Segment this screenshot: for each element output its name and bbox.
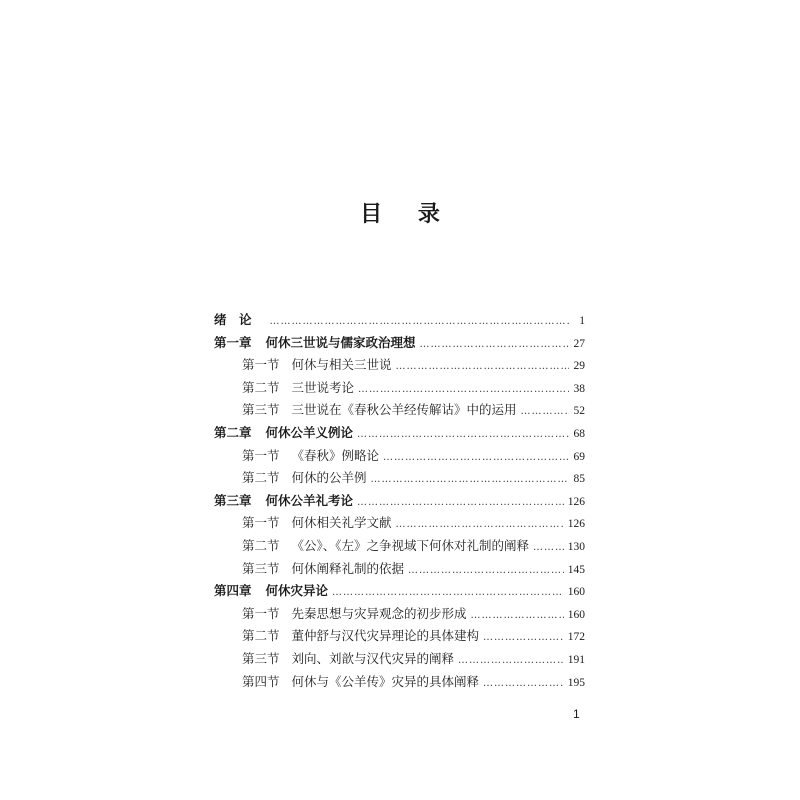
toc-entry-section [214,649,585,672]
toc-entry-label [242,649,454,667]
dot-leader [357,497,564,508]
toc-entry-section [214,626,585,649]
toc-entry-title: 三世说考论 [291,379,355,395]
toc-entry-chapter [214,423,585,446]
toc-entry-section [214,604,585,627]
toc-entry-number: 第二节 [242,470,280,486]
toc-entry-label [242,400,517,418]
toc-entry-number: 第三节 [242,560,280,576]
toc-entry-title: 先秦思想与灾异观念的初步形成 [291,605,467,621]
toc-entry-label [242,559,404,577]
toc-entry-title: 何休三世说与儒家政治理想 [265,334,416,350]
toc-entry-label [242,604,467,622]
toc-entry-title: 何休灾异论 [265,583,329,599]
dot-leader [533,542,564,553]
toc-entry-number: 第一节 [242,515,280,531]
toc-entry-section [214,355,585,378]
toc-entry-number: 第三章 [214,492,252,508]
toc-entry-title: 刘向、刘歆与汉代灾异的阐释 [291,650,455,666]
toc-entry-label [214,333,416,351]
toc-entry-page: 191 [567,653,585,666]
toc-entry-page: 126 [567,495,585,508]
toc-entry-label [242,378,354,396]
toc-entry-page: 38 [573,382,585,395]
toc-entry-page: 69 [573,450,585,463]
dot-leader [371,474,569,485]
toc-entry-title: 何休与相关三世说 [291,357,392,373]
toc-entry-title: 《公》、《左》之争视域下何休对礼制的阐释 [291,537,530,553]
toc-entry-page: 68 [573,427,585,440]
toc-entry-number: 第一节 [242,605,280,621]
toc-entry-title: 何休的公羊例 [291,470,367,486]
page-number: 1 [573,707,580,721]
dot-leader [358,384,569,395]
toc-entry-label [242,536,529,554]
toc-entry-number: 第四章 [214,583,252,599]
toc-entry-label [214,423,353,441]
toc-entry-page: 145 [567,563,585,576]
dot-leader [396,519,564,530]
toc-entry-section [214,446,585,469]
toc-entry-page: 52 [573,405,585,418]
toc-entry-label [242,513,392,531]
toc-entry-title: 何休相关礼学文献 [291,515,392,531]
dot-leader [270,316,569,327]
toc-entry-number: 第三节 [242,650,280,666]
toc-entry-chapter [214,491,585,514]
toc-entry-title: 何休与《公羊传》灾异的具体阐释 [291,673,480,689]
toc-entry-section [214,559,585,582]
toc-entry-number: 第一节 [242,447,280,463]
toc-entry-section [214,672,585,695]
page-title: 目 录 [360,201,454,227]
toc-entry-title: 《春秋》例略论 [291,447,380,463]
toc-entry-label [242,355,392,373]
toc-entry-title: 董仲舒与汉代灾异理论的具体建构 [291,628,480,644]
toc-entry-label [214,581,328,599]
dot-leader [332,587,564,598]
toc-entry-title: 何休公羊礼考论 [265,492,354,508]
toc-entry-number: 第四节 [242,673,280,689]
toc-entry-page: 85 [573,473,585,486]
toc-entry-title: 三世说在《春秋公羊经传解诂》中的运用 [291,402,517,418]
toc-entry-label [214,310,266,328]
toc-entry-title: 何休公羊义例论 [265,424,354,440]
toc-entry-title: 何休阐释礼制的依据 [291,560,405,576]
toc-entry-chapter [214,310,585,333]
toc-entry-section [214,536,585,559]
toc-entry-section [214,378,585,401]
toc-entry-label [242,468,367,486]
toc-entry-number: 第二节 [242,628,280,644]
dot-leader [383,452,569,463]
toc-entry-number: 第二节 [242,379,280,395]
table-of-contents [214,310,585,694]
toc-entry-label [242,672,479,690]
dot-leader [396,361,569,372]
toc-entry-section [214,513,585,536]
toc-entry-page: 160 [567,608,585,621]
dot-leader [471,610,564,621]
toc-entry-number: 第二节 [242,537,280,553]
dot-leader [521,406,569,417]
toc-entry-number: 第二章 [214,424,252,440]
toc-entry-page: 195 [567,676,585,689]
toc-entry-label [242,626,479,644]
toc-entry-page: 172 [567,631,585,644]
toc-entry-chapter [214,333,585,356]
toc-entry-label [214,491,353,509]
toc-entry-section [214,400,585,423]
dot-leader [408,565,564,576]
toc-entry-number: 第一节 [242,357,280,373]
toc-entry-page: 130 [567,540,585,553]
dot-leader [357,429,569,440]
toc-entry-number: 第三节 [242,402,280,418]
toc-entry-section [214,468,585,491]
toc-entry-page: 27 [573,337,585,350]
toc-entry-number: 第一章 [214,334,252,350]
dot-leader [458,655,564,666]
toc-entry-chapter [214,581,585,604]
dot-leader [420,339,569,350]
dot-leader [483,678,564,689]
toc-entry-page: 126 [567,518,585,531]
toc-entry-number: 绪 论 [214,312,252,327]
dot-leader [483,632,564,643]
toc-entry-page: 160 [567,586,585,599]
toc-entry-page: 29 [573,360,585,373]
toc-entry-label [242,446,379,464]
toc-entry-page: 1 [579,315,585,327]
